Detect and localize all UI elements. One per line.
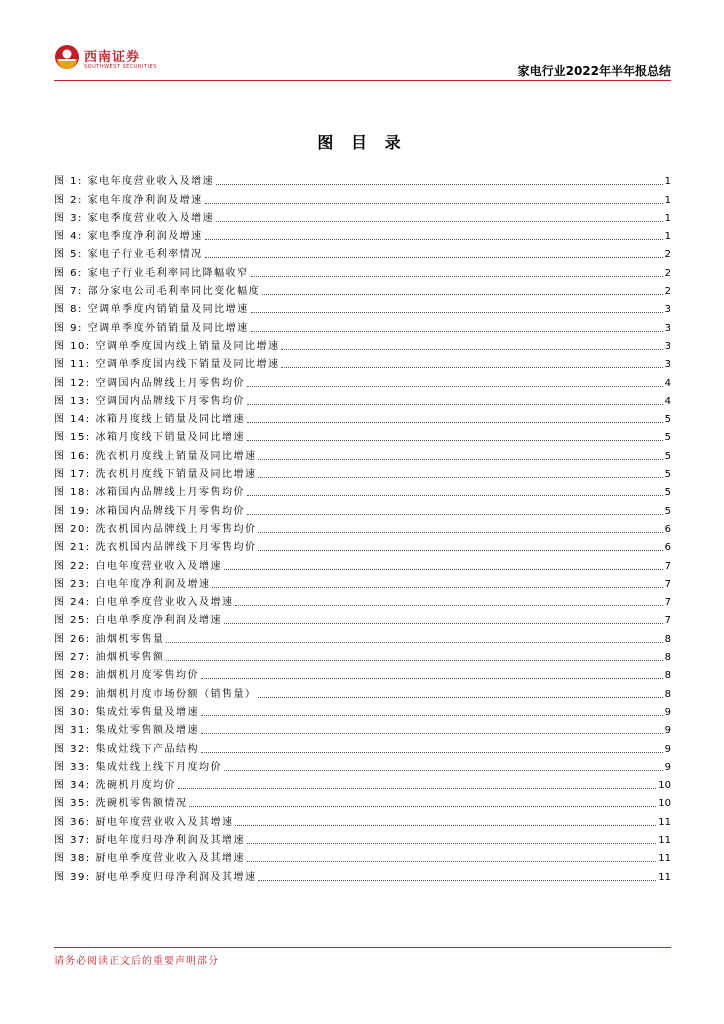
toc-entry-page[interactable]: 5 (664, 505, 671, 517)
toc-entry[interactable] (54, 829, 671, 847)
toc-leader-dots (247, 422, 663, 423)
toc-entry-page[interactable]: 8 (664, 670, 671, 682)
toc-entry[interactable] (54, 335, 671, 353)
toc-entry-page[interactable]: 8 (664, 688, 671, 700)
toc-entry-page[interactable]: 11 (658, 871, 671, 883)
toc-entry-page[interactable]: 7 (664, 597, 671, 609)
toc-entry-label[interactable]: 图 33: 集成灶线上线下月度均价 (54, 761, 222, 773)
toc-entry-label[interactable]: 图 14: 冰箱月度线上销量及同比增速 (54, 414, 245, 426)
toc-entry[interactable] (54, 646, 671, 664)
toc-entry-label[interactable]: 图 2: 家电年度净利润及增速 (54, 194, 203, 206)
toc-leader-dots (247, 843, 656, 844)
toc-entry-page[interactable]: 5 (664, 414, 671, 426)
toc-entry-label[interactable]: 图 18: 冰箱国内品牌线上月零售均价 (54, 487, 245, 499)
toc-entry[interactable] (54, 207, 671, 225)
toc-leader-dots (216, 184, 663, 185)
toc-entry[interactable] (54, 243, 671, 261)
toc-entry-label[interactable]: 图 20: 洗衣机国内品牌线上月零售均价 (54, 523, 257, 535)
toc-leader-dots (205, 239, 663, 240)
toc-entry[interactable] (54, 627, 671, 645)
toc-leader-dots (251, 331, 663, 332)
toc-entry[interactable] (54, 463, 671, 481)
toc-entry-label[interactable]: 图 7: 部分家电公司毛利率同比变化幅度 (54, 286, 261, 298)
toc-entry[interactable] (54, 499, 671, 517)
toc-entry-page[interactable]: 10 (658, 798, 671, 810)
toc-entry[interactable] (54, 298, 671, 316)
toc-entry-label[interactable]: 图 29: 油烟机月度市场份额（销售量） (54, 688, 257, 700)
toc-leader-dots (216, 221, 663, 222)
toc-leader-dots (281, 367, 662, 368)
toc-entry[interactable] (54, 810, 671, 828)
toc-entry-label[interactable]: 图 16: 洗衣机月度线上销量及同比增速 (54, 450, 257, 462)
toc-entry-page[interactable]: 3 (664, 322, 671, 334)
toc-entry[interactable] (54, 170, 671, 188)
toc-leader-dots (205, 203, 663, 204)
toc-entry[interactable] (54, 774, 671, 792)
toc-entry-page[interactable]: 2 (664, 286, 671, 298)
toc-leader-dots (258, 697, 662, 698)
toc-entry-label[interactable]: 图 19: 冰箱国内品牌线下月零售均价 (54, 505, 245, 517)
toc-entry[interactable] (54, 261, 671, 279)
company-logo (54, 44, 157, 76)
toc-leader-dots (247, 495, 663, 496)
toc-entry-label[interactable]: 图 4: 家电季度净利润及增速 (54, 231, 203, 243)
toc-entry-page[interactable]: 3 (664, 304, 671, 316)
toc-leader-dots (258, 532, 662, 533)
toc-entry-label[interactable]: 图 17: 洗衣机月度线下销量及同比增速 (54, 469, 257, 481)
toc-entry-label[interactable]: 图 28: 油烟机月度零售均价 (54, 670, 199, 682)
toc-entry-label[interactable]: 图 30: 集成灶零售量及增速 (54, 706, 199, 718)
toc-entry-page[interactable]: 11 (658, 816, 671, 828)
toc-leader-dots (258, 477, 662, 478)
toc-entry[interactable] (54, 371, 671, 389)
toc-entry-page[interactable]: 9 (664, 706, 671, 718)
toc-entry-page[interactable]: 1 (664, 176, 671, 188)
toc-leader-dots (189, 806, 656, 807)
toc-entry-label[interactable]: 图 26: 油烟机零售量 (54, 633, 165, 645)
toc-entry-page[interactable]: 11 (658, 834, 671, 846)
toc-entry-page[interactable]: 4 (664, 377, 671, 389)
toc-entry-page[interactable]: 5 (664, 469, 671, 481)
toc-entry-label[interactable]: 图 37: 厨电年度归母净利润及其增速 (54, 834, 245, 846)
toc-entry[interactable] (54, 408, 671, 426)
toc-leader-dots (258, 459, 662, 460)
toc-entry-label[interactable]: 图 15: 冰箱月度线下销量及同比增速 (54, 432, 245, 444)
toc-leader-dots (251, 276, 663, 277)
toc-entry[interactable] (54, 225, 671, 243)
toc-entry-page[interactable]: 5 (664, 450, 671, 462)
toc-leader-dots (212, 587, 662, 588)
toc-leader-dots (258, 550, 662, 551)
toc-entry[interactable] (54, 390, 671, 408)
toc-entry[interactable] (54, 719, 671, 737)
figure-table-of-contents (54, 170, 671, 884)
toc-entry-label[interactable]: 图 12: 空调国内品牌线上月零售均价 (54, 377, 245, 389)
toc-entry-page[interactable]: 3 (664, 359, 671, 371)
toc-entry-label[interactable]: 图 3: 家电季度营业收入及增速 (54, 212, 215, 224)
toc-leader-dots (224, 770, 663, 771)
toc-entry[interactable] (54, 353, 671, 371)
toc-entry-label[interactable]: 图 36: 厨电年度营业收入及其增速 (54, 816, 234, 828)
toc-entry-page[interactable]: 10 (658, 780, 671, 792)
toc-entry[interactable] (54, 280, 671, 298)
toc-leader-dots (258, 880, 656, 881)
toc-entry-page[interactable]: 7 (664, 560, 671, 572)
toc-entry[interactable] (54, 573, 671, 591)
toc-entry[interactable] (54, 444, 671, 462)
toc-entry-label[interactable]: 图 21: 洗衣机国内品牌线下月零售均价 (54, 542, 257, 554)
toc-leader-dots (247, 514, 663, 515)
toc-entry-page[interactable]: 3 (664, 340, 671, 352)
toc-leader-dots (247, 861, 656, 862)
toc-leader-dots (201, 733, 663, 734)
toc-leader-dots (166, 660, 662, 661)
toc-leader-dots (262, 294, 663, 295)
toc-entry-page[interactable]: 1 (664, 212, 671, 224)
toc-entry-page[interactable]: 5 (664, 432, 671, 444)
toc-entry-label[interactable]: 图 39: 厨电单季度归母净利润及其增速 (54, 871, 257, 883)
toc-entry-page[interactable]: 8 (664, 633, 671, 645)
toc-entry-label[interactable]: 图 9: 空调单季度外销销量及同比增速 (54, 322, 249, 334)
page-title: 图 目 录 (317, 133, 407, 152)
page-header (54, 40, 671, 82)
toc-leader-dots (224, 623, 663, 624)
logo-emblem-icon (54, 44, 80, 70)
toc-entry-label[interactable]: 图 23: 白电年度净利润及增速 (54, 578, 211, 590)
toc-leader-dots (201, 752, 663, 753)
toc-leader-dots (224, 569, 663, 570)
toc-entry[interactable] (54, 847, 671, 865)
toc-entry-label[interactable]: 图 34: 洗碗机月度均价 (54, 780, 176, 792)
toc-leader-dots (201, 715, 663, 716)
toc-entry-page[interactable]: 7 (664, 615, 671, 627)
toc-leader-dots (251, 312, 663, 313)
toc-entry-label[interactable]: 图 11: 空调单季度国内线下销量及同比增速 (54, 359, 280, 371)
toc-entry-page[interactable]: 4 (664, 395, 671, 407)
toc-entry[interactable] (54, 701, 671, 719)
toc-entry-page[interactable]: 1 (664, 194, 671, 206)
toc-entry-page[interactable]: 1 (664, 231, 671, 243)
logo-english-name: SOUTHWEST SECURITIES (84, 64, 157, 70)
toc-entry-label[interactable]: 图 1: 家电年度营业收入及增速 (54, 176, 215, 188)
toc-entry[interactable] (54, 609, 671, 627)
toc-entry-label[interactable]: 图 10: 空调单季度国内线上销量及同比增速 (54, 340, 280, 352)
toc-entry-label[interactable]: 图 31: 集成灶零售额及增速 (54, 725, 199, 737)
toc-entry-page[interactable]: 7 (664, 578, 671, 590)
toc-entry[interactable] (54, 792, 671, 810)
toc-entry[interactable] (54, 865, 671, 883)
toc-entry[interactable] (54, 664, 671, 682)
toc-entry-page[interactable]: 6 (664, 523, 671, 535)
toc-entry-page[interactable]: 5 (664, 487, 671, 499)
toc-entry-page[interactable]: 2 (664, 267, 671, 279)
toc-entry-label[interactable]: 图 27: 油烟机零售额 (54, 652, 165, 664)
toc-leader-dots (205, 257, 663, 258)
toc-entry[interactable] (54, 682, 671, 700)
toc-entry[interactable] (54, 188, 671, 206)
toc-entry[interactable] (54, 591, 671, 609)
toc-entry-label[interactable]: 图 8: 空调单季度内销销量及同比增速 (54, 304, 249, 316)
toc-entry-page[interactable]: 6 (664, 542, 671, 554)
toc-leader-dots (201, 678, 663, 679)
toc-entry-label[interactable]: 图 22: 白电年度营业收入及增速 (54, 560, 222, 572)
toc-entry-label[interactable]: 图 32: 集成灶线下产品结构 (54, 743, 199, 755)
toc-entry-label[interactable]: 图 35: 洗碗机零售额情况 (54, 798, 188, 810)
toc-entry-label[interactable]: 图 25: 白电单季度净利润及增速 (54, 615, 222, 627)
toc-entry-page[interactable]: 9 (664, 743, 671, 755)
toc-leader-dots (281, 349, 662, 350)
toc-entry-label[interactable]: 图 38: 厨电单季度营业收入及其增速 (54, 853, 245, 865)
footer-disclaimer: 请务必阅读正文后的重要声明部分 (54, 956, 219, 967)
toc-leader-dots (178, 788, 656, 789)
toc-leader-dots (247, 440, 663, 441)
toc-leader-dots (235, 605, 662, 606)
toc-entry[interactable] (54, 518, 671, 536)
toc-entry[interactable] (54, 536, 671, 554)
toc-entry[interactable] (54, 481, 671, 499)
toc-leader-dots (166, 642, 662, 643)
toc-entry[interactable] (54, 737, 671, 755)
toc-entry[interactable] (54, 426, 671, 444)
toc-entry[interactable] (54, 756, 671, 774)
logo-chinese-name: 西南证券 (84, 50, 141, 65)
toc-leader-dots (235, 825, 656, 826)
toc-entry-page[interactable]: 9 (664, 725, 671, 737)
toc-entry-page[interactable]: 11 (658, 853, 671, 865)
footer-divider (54, 947, 671, 948)
toc-entry-page[interactable]: 9 (664, 761, 671, 773)
toc-entry-page[interactable]: 8 (664, 652, 671, 664)
toc-entry[interactable] (54, 554, 671, 572)
toc-entry-label[interactable]: 图 24: 白电单季度营业收入及增速 (54, 597, 234, 609)
toc-leader-dots (247, 404, 663, 405)
toc-entry-label[interactable]: 图 5: 家电子行业毛利率情况 (54, 249, 203, 261)
toc-entry[interactable] (54, 316, 671, 334)
toc-entry-page[interactable]: 2 (664, 249, 671, 261)
toc-entry-label[interactable]: 图 6: 家电子行业毛利率同比降幅收窄 (54, 267, 249, 279)
toc-leader-dots (247, 386, 663, 387)
header-divider (54, 80, 671, 81)
report-title: 家电行业2022年半年报总结 (517, 64, 671, 78)
toc-entry-label[interactable]: 图 13: 空调国内品牌线下月零售均价 (54, 395, 245, 407)
